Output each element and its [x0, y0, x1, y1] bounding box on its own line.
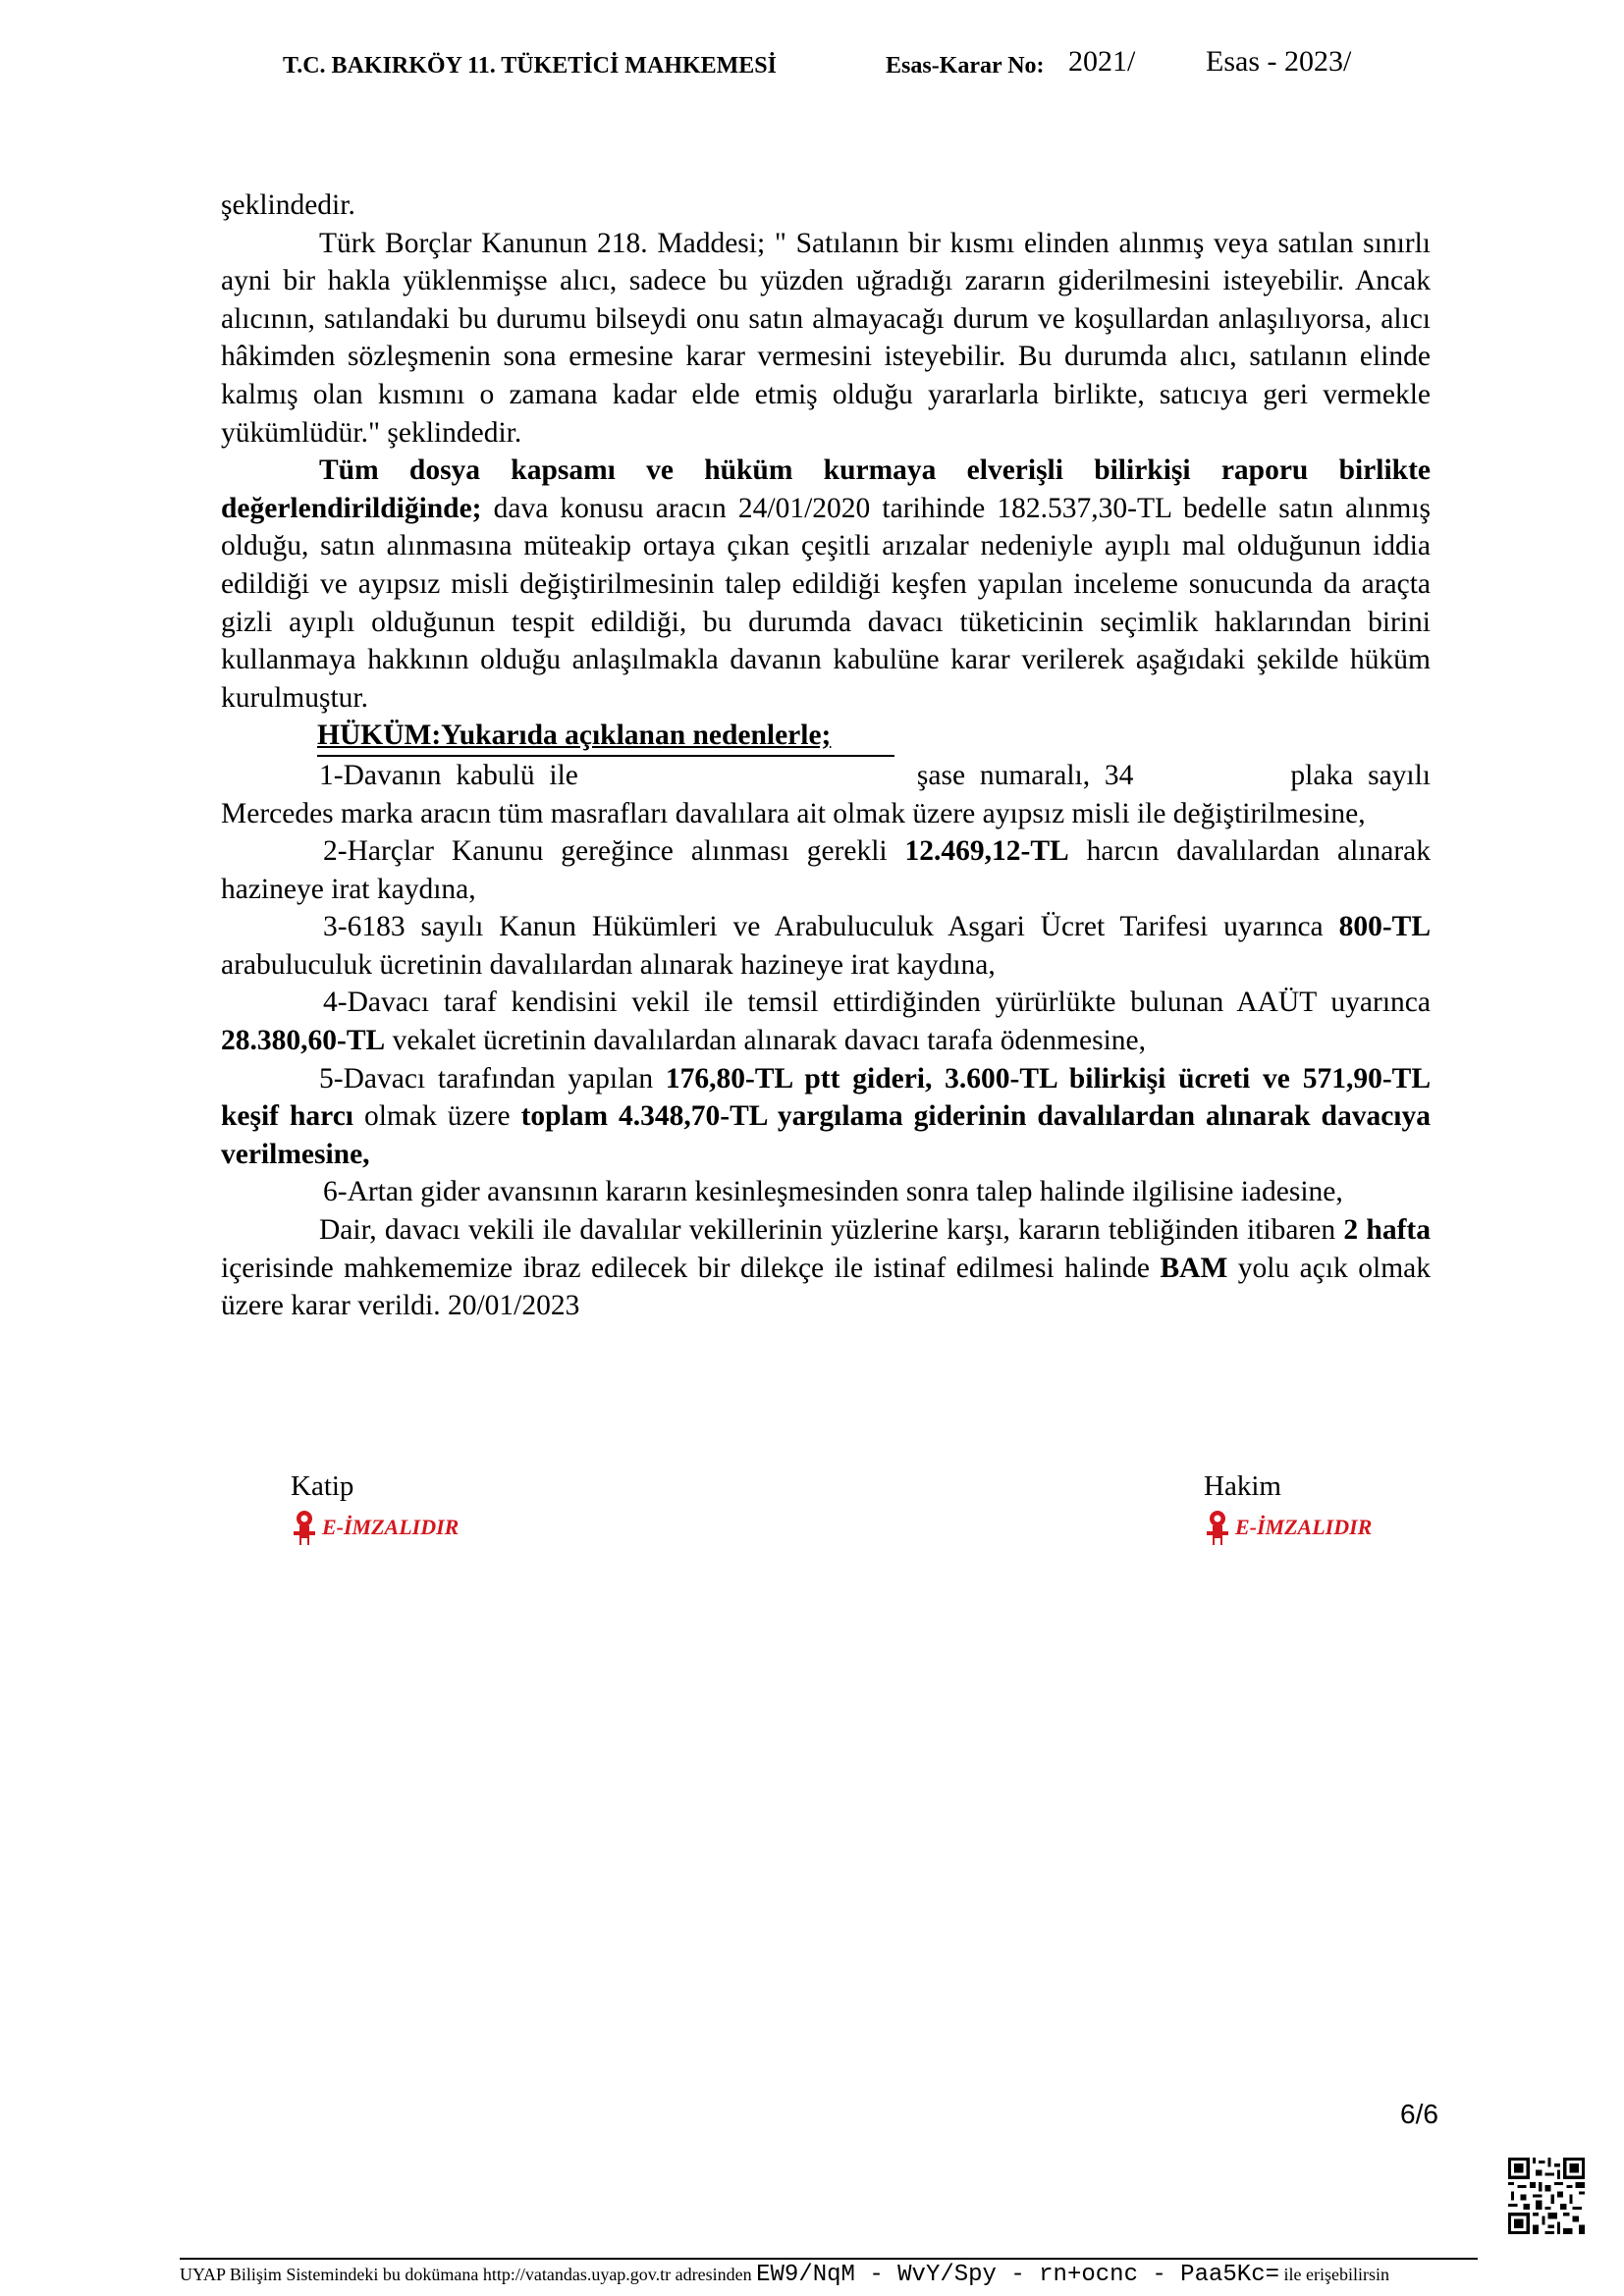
- footer-rule: [180, 2258, 1478, 2260]
- signature-role-hakim: Hakim: [1204, 1470, 1281, 1502]
- hukum-item-4: [221, 984, 1431, 1059]
- final-paragraph: [221, 1211, 1431, 1325]
- page-number: 6/6: [1400, 2099, 1438, 2129]
- e-signature-stamp: [291, 1509, 459, 1546]
- document-footer: [180, 2262, 1486, 2288]
- item3-text: 3-6183 sayılı Kanun Hükümleri ve Arabuluculuk Asgari Ücret Tarifesi uyarınca: [323, 911, 1339, 943]
- e-signature-seal-icon: [1204, 1509, 1231, 1546]
- e-signature-label: E-İMZALIDIR: [322, 1515, 460, 1539]
- paragraph-evaluation: [221, 452, 1431, 717]
- item3-rest: arabuluculuk ücretinin davalılardan alınarak hazineye irat kaydına,: [221, 948, 996, 981]
- verification-code: EW9/NqM - WvY/Spy - rn+ocnc - Paa5Kc=: [756, 2262, 1279, 2288]
- item4-rest: vekalet ücretinin davalılardan alınarak davacı tarafa ödenmesine,: [385, 1025, 1146, 1057]
- esas-number: 2021/: [1068, 45, 1136, 78]
- hukum-item-6: 6-Artan gider avansının kararın kesinleşmesinden sonra talep halinde ilgilisine iadesine,: [323, 1176, 1343, 1208]
- e-signature-stamp: [1204, 1509, 1372, 1546]
- item5-total: toplam 4.348,70-TL yargılama giderinin davalılardan alınarak davacıya verilmesine,: [221, 1100, 1431, 1170]
- item1-start: 1-Davanın kabulü ile: [319, 759, 578, 791]
- signature-role-katip: Katip: [291, 1470, 354, 1502]
- item1-plate: plaka: [1290, 759, 1354, 791]
- hukum-item-3: [221, 908, 1431, 984]
- court-name: T.C. BAKIRKÖY 11. TÜKETİCİ MAHKEMESİ: [283, 53, 777, 79]
- document-header: [275, 45, 1375, 84]
- final-bam: BAM: [1160, 1252, 1228, 1284]
- item5-mid: olmak üzere: [353, 1100, 521, 1133]
- evaluation-text: dava konusu aracın 24/01/2020 tarihinde 182.537,30-TL bedelle satın alınmış olduğu, satın alınmasına müteakip ortaya çıkan çeşitli arızalar nedeniyle ayıplı mal olduğunun iddia edildiği ve ayıpsız misli değiştirilmesinin talep edildiği keşfen yapılan inceleme sonucunda da araçta gizli ayıplı olduğunun tespit edildiği, bu durumda davacı tüketicinin seçimlik haklarından birini kullanmaya hakkının olduğu anlaşılmakla davanın kabulüne karar verilerek aşağıdaki şekilde hüküm kurulmuştur.: [221, 492, 1431, 714]
- footer-prefix: UYAP Bilişim Sistemindeki bu dokümana http://vatandas.uyap.gov.tr adresinden: [180, 2265, 757, 2284]
- item4-amount: 28.380,60-TL: [221, 1025, 386, 1057]
- final-text-c: içerisinde mahkememize ibraz edilecek bir dilekçe ile istinaf edilmesi halinde: [221, 1252, 1161, 1284]
- item2-rest: harcın davalılardan alınarak hazineye irat kaydına,: [221, 835, 1431, 905]
- item5-costs: 176,80-TL ptt gideri, 3.600-TL bilirkişi ücreti ve 571,90-TL keşif harcı: [221, 1062, 1431, 1133]
- final-text-a: Dair, davacı vekili ile davalılar vekillerinin yüzlerine karşı, kararın tebliğinden itibaren: [319, 1214, 1344, 1247]
- qr-code-icon: [1508, 2158, 1585, 2234]
- signature-katip: [291, 1470, 459, 1546]
- footer-suffix: ile erişebilirsin: [1279, 2265, 1389, 2284]
- paragraph-tbk-218: Türk Borçlar Kanunun 218. Maddesi; " Satılanın bir kısmı elinden alınmış veya satılan sınırlı ayni bir hakla yüklenmişse alıcı, sadece bu yüzden uğradığı zararın giderilmesini isteyebilir. Ancak alıcının, satılandaki bu durumu bilseydi onu satın almayacağı durum ve koşullardan anlaşılıyorsa, alıcı hâkimden sözleşmenin sona ermesine karar vermesini isteyebilir. Bu durumda alıcı, satılanın elinde kalmış olan kısmını o zamana kadar elde etmiş olduğu yararlarla birlikte, satıcıya geri vermekle yükümlüdür." şeklindedir.: [221, 227, 1431, 449]
- hukum-item-5: [221, 1060, 1431, 1174]
- item2-amount: 12.469,12-TL: [904, 835, 1069, 868]
- hukum-item-1: [221, 757, 1431, 832]
- e-signature-label: E-İMZALIDIR: [1235, 1515, 1373, 1539]
- esas-karar-label: Esas-Karar No:: [886, 53, 1045, 79]
- evaluation-bold: Tüm dosya kapsamı ve hüküm kurmaya elverişli bilirkişi raporu birlikte değerlendirildiğinde;: [221, 454, 1431, 524]
- item4-text: 4-Davacı taraf kendisini vekil ile temsil ettirdiğinden yürürlükte bulunan AAÜT uyarınca: [323, 987, 1431, 1019]
- paragraph-1: şeklindedir.: [221, 189, 355, 221]
- signature-hakim: [1204, 1470, 1372, 1546]
- final-period: 2 hafta: [1343, 1214, 1431, 1247]
- hukum-item-2: [221, 832, 1431, 908]
- item2-text: 2-Harçlar Kanunu gereğince alınması gerekli: [323, 835, 905, 868]
- hukum-title: [221, 717, 1431, 755]
- hukum-title-text: HÜKÜM:Yukarıda açıklanan nedenlerle;: [317, 720, 832, 752]
- karar-number: Esas - 2023/: [1206, 45, 1352, 78]
- item5-text: 5-Davacı tarafından yapılan: [319, 1062, 666, 1095]
- item3-amount: 800-TL: [1338, 911, 1431, 943]
- document-body: [221, 187, 1431, 1325]
- e-signature-seal-icon: [291, 1509, 318, 1546]
- item1-chassis: şase numaralı, 34: [916, 759, 1134, 791]
- item1-end: sayılı Mercedes marka aracın tüm masrafları davalılara ait olmak üzere ayıpsız misli ile değiştirilmesine,: [221, 759, 1432, 829]
- final-text-e: yolu açık olmak üzere karar verildi. 20/01/2023: [221, 1252, 1431, 1322]
